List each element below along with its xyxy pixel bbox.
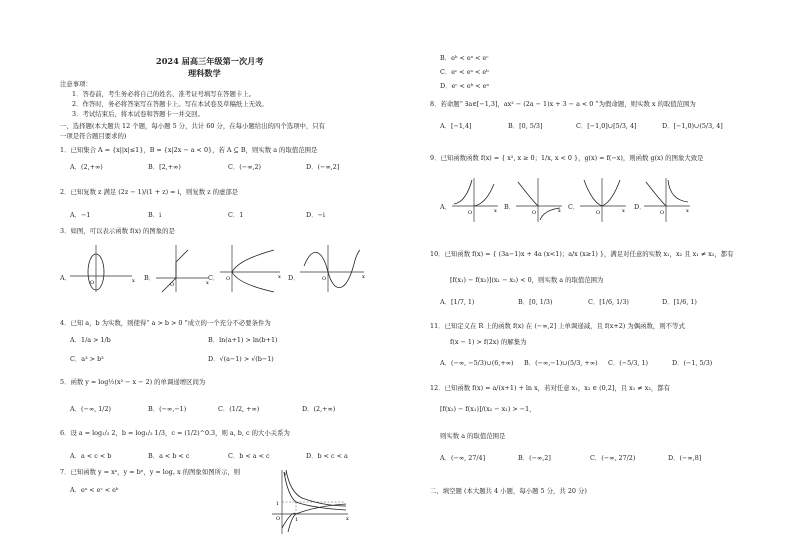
q1-option-a[interactable]: A．(2,+∞) — [70, 163, 103, 171]
q8-stem: 8．若命题“ ∃a∈[−1,3]，ax² − (2a − 1)x + 3 − a < 0 ”为假命题，则实数 x 的取值范围为 — [430, 100, 696, 108]
section1-line1: 一、选择题(本大题共 12 个题，每小题 5 分，共计 60 分，在每小题给出的四个选项中，只有 — [60, 122, 326, 130]
q10-option-b[interactable]: B．[0, 1/3) — [518, 298, 553, 306]
q10-option-d[interactable]: D．[1/6, 1) — [662, 298, 697, 306]
exam-subject: 理科数学 — [188, 68, 221, 78]
q11-option-c[interactable]: C．(−5/3, 1) — [608, 359, 649, 367]
q11-cond: f(x − 1) > f(2x) 的解集为 — [450, 338, 527, 346]
q10-cond: [f(x₁) − f(x₂)](x₁ − x₂) < 0，则实数 a 的取值范围为 — [450, 276, 604, 284]
q4-option-b[interactable]: B．ln(a+1) > ln(b+1) — [208, 336, 278, 344]
q12-cond: [f(x₂) − f(x₁)]/(x₂ − x₁) > −1， — [440, 405, 536, 413]
q11-option-b[interactable]: B．(−∞,−1)∪(5/3, +∞) — [524, 359, 598, 367]
q3-label-c[interactable]: C． — [208, 274, 220, 282]
q1-stem: 1．已知集合 A = {x||x|≤1}，B = {x|2x − a < 0}，若 A ⊆ B，则实数 a 的取值范围是 — [60, 146, 318, 154]
axis-o-label: O — [322, 276, 327, 282]
axis-y-label: y — [284, 471, 287, 477]
q9-label-a[interactable]: A． — [440, 203, 452, 211]
q11-option-a[interactable]: A．(−∞, −5/3)∪(6,+∞) — [440, 359, 514, 367]
q12-stem: 12．已知函数 f(x) = a/(x+1) + ln x，若对任意 x₁，x₂ ∈ (0,2]，且 x₁ ≠ x₂，都有 — [430, 384, 671, 392]
axis-o-label: O — [276, 516, 281, 522]
notes-heading: 注意事项： — [60, 80, 92, 88]
q9-label-d[interactable]: D． — [634, 203, 646, 211]
q9-stem: 9．已知函数函数 f(x) = { x², x ≥ 0；1/x, x < 0 }，g(x) = f(−x)，则函数 g(x) 的图象大致是 — [430, 154, 704, 162]
axis-o-label: O — [532, 210, 537, 216]
axis-o-label: O — [660, 210, 665, 216]
axis-one-label: 1 — [295, 517, 299, 523]
axis-x-label: x — [206, 280, 209, 286]
q8-option-d[interactable]: D．[−1,0)∪(5/3, 4] — [662, 122, 723, 130]
q7-graph — [268, 466, 352, 536]
q7-option-c[interactable]: C．eᶜ < eᵃ < eᵇ — [440, 68, 489, 76]
q12-option-a[interactable]: A．(−∞, 27/4] — [440, 454, 486, 462]
axis-one-label: 1 — [276, 501, 280, 507]
q8-option-c[interactable]: C．[−1,0]∪[5/3, 4] — [576, 122, 637, 130]
q9-graph-c — [578, 176, 628, 224]
q12-option-c[interactable]: C．(−∞, 27/2) — [590, 454, 636, 462]
q3-label-d[interactable]: D． — [288, 274, 300, 282]
axis-o-label: O — [596, 210, 601, 216]
axis-x-label: x — [622, 208, 625, 214]
q8-option-a[interactable]: A．[−1,4] — [440, 122, 472, 130]
q2-stem: 2．已知复数 z 满足 (2z − 1)/(1 + z) = i，则复数 z 的虚部是 — [60, 188, 239, 196]
q7-stem: 7．已知函数 y = xᵃ，y = bˣ，y = log꜀ x 的图象如图所示，则 — [60, 468, 241, 476]
q3-stem: 3．如图，可以表示函数 f(x) 的图象的是 — [60, 227, 175, 235]
q6-option-c[interactable]: C．b < a < c — [228, 452, 270, 460]
axis-x-label: x — [558, 208, 561, 214]
q3-graph-b — [154, 242, 210, 294]
q5-option-d[interactable]: D．(2,+∞) — [302, 405, 336, 413]
q5-option-b[interactable]: B．(−∞,−1) — [148, 405, 187, 413]
q6-option-a[interactable]: A．a < c < b — [70, 452, 112, 460]
exam-title: 2024 届高三年级第一次月考 — [156, 56, 264, 66]
q11-stem: 11．已知定义在 R 上的函数 f(x) 在 (−∞,2] 上单调递减，且 f(x+2) 为偶函数，则不等式 — [430, 322, 685, 330]
q7-option-b[interactable]: B．eᵇ < eᵃ < eᶜ — [440, 54, 489, 62]
q11-option-d[interactable]: D．(−1, 5/3) — [672, 359, 713, 367]
q2-option-d[interactable]: D．−i — [306, 211, 325, 219]
q10-option-c[interactable]: C．[1/6, 1/3) — [588, 298, 629, 306]
q3-graph-d — [298, 242, 368, 294]
axis-o-label: O — [170, 282, 175, 288]
q7-option-a[interactable]: A．eᵃ < eᶜ < eᵇ — [70, 486, 119, 494]
axis-o-label: O — [226, 276, 231, 282]
q1-option-c[interactable]: C．(−∞,2) — [228, 163, 262, 171]
note-item: 3．考试结束后，将本试卷和答题卡一并交回。 — [72, 110, 204, 118]
q3-label-b[interactable]: B． — [144, 274, 156, 282]
q10-stem: 10．已知函数 f(x) = { (3a−1)x + 4a (x<1)；a/x (x≥1) }，满足对任意的实数 x₁，x₂ 且 x₁ ≠ x₂，都有 — [430, 250, 734, 258]
q5-option-a[interactable]: A．(−∞, 1/2) — [70, 405, 112, 413]
q10-option-a[interactable]: A．[1/7, 1) — [440, 298, 475, 306]
q2-option-a[interactable]: A．−1 — [70, 211, 91, 219]
q4-option-c[interactable]: C．a³ > b³ — [70, 355, 104, 363]
q6-stem: 6．设 a = log₁/₃ 2，b = log₁/₂ 1/3，c = (1/2)^0.3，则 a, b, c 的大小关系为 — [60, 429, 290, 437]
axis-o-label: O — [90, 280, 95, 286]
axis-x-label: x — [346, 516, 349, 522]
q5-stem: 5．函数 y = log½(x² − x − 2) 的单调递增区间为 — [60, 378, 206, 386]
q9-graph-b — [514, 176, 564, 224]
q3-graph-a — [68, 242, 138, 294]
q3-graph-c — [218, 242, 284, 294]
q4-option-d[interactable]: D．√(a−1) > √(b−1) — [208, 355, 274, 363]
axis-x-label: x — [362, 274, 365, 280]
q6-option-d[interactable]: D．b < c < a — [306, 452, 348, 460]
q12-option-b[interactable]: B．(−∞,2] — [518, 454, 551, 462]
section1-line2: 一项是符合题目要求的) — [60, 132, 127, 140]
q5-option-c[interactable]: C．(1/2, +∞) — [218, 405, 260, 413]
axis-x-label: x — [494, 208, 497, 214]
axis-x-label: x — [686, 208, 689, 214]
axis-x-label: x — [278, 274, 281, 280]
q9-graph-d — [642, 176, 692, 224]
q9-label-b[interactable]: B． — [504, 203, 516, 211]
q3-label-a[interactable]: A． — [60, 274, 72, 282]
q2-option-c[interactable]: C．1 — [228, 211, 244, 219]
q4-option-a[interactable]: A．1/a > 1/b — [70, 336, 111, 344]
q4-stem: 4．已知 a，b 为实数，则使得“ a > b > 0 ”成立的一个充分不必要条件为 — [60, 319, 271, 327]
q9-label-c[interactable]: C． — [568, 203, 580, 211]
section2-heading: 二、填空题 (本大题共 4 小题，每小题 5 分，共 20 分) — [430, 487, 587, 495]
q7-option-d[interactable]: D．eᶜ < eᵇ < eᵃ — [440, 82, 489, 90]
q12-cond2: 则实数 a 的取值范围是 — [440, 432, 506, 440]
q1-option-b[interactable]: B．[2,+∞) — [148, 163, 181, 171]
note-item: 1．答卷前，考生务必将自己的姓名、准考证号填写在答题卡上。 — [72, 90, 256, 98]
q2-option-b[interactable]: B．i — [148, 211, 162, 219]
q6-option-b[interactable]: B．a < b < c — [148, 452, 190, 460]
q1-option-d[interactable]: D．(−∞,2] — [306, 163, 340, 171]
q8-option-b[interactable]: B．[0, 5/3] — [508, 122, 543, 130]
note-item: 2．作答时，务必将答案写在答题卡上。写在本试卷及草稿纸上无效。 — [72, 100, 268, 108]
q12-option-d[interactable]: D．(−∞,8] — [668, 454, 702, 462]
axis-o-label: O — [468, 210, 473, 216]
axis-x-label: x — [132, 278, 135, 284]
q9-graph-a — [450, 176, 500, 224]
